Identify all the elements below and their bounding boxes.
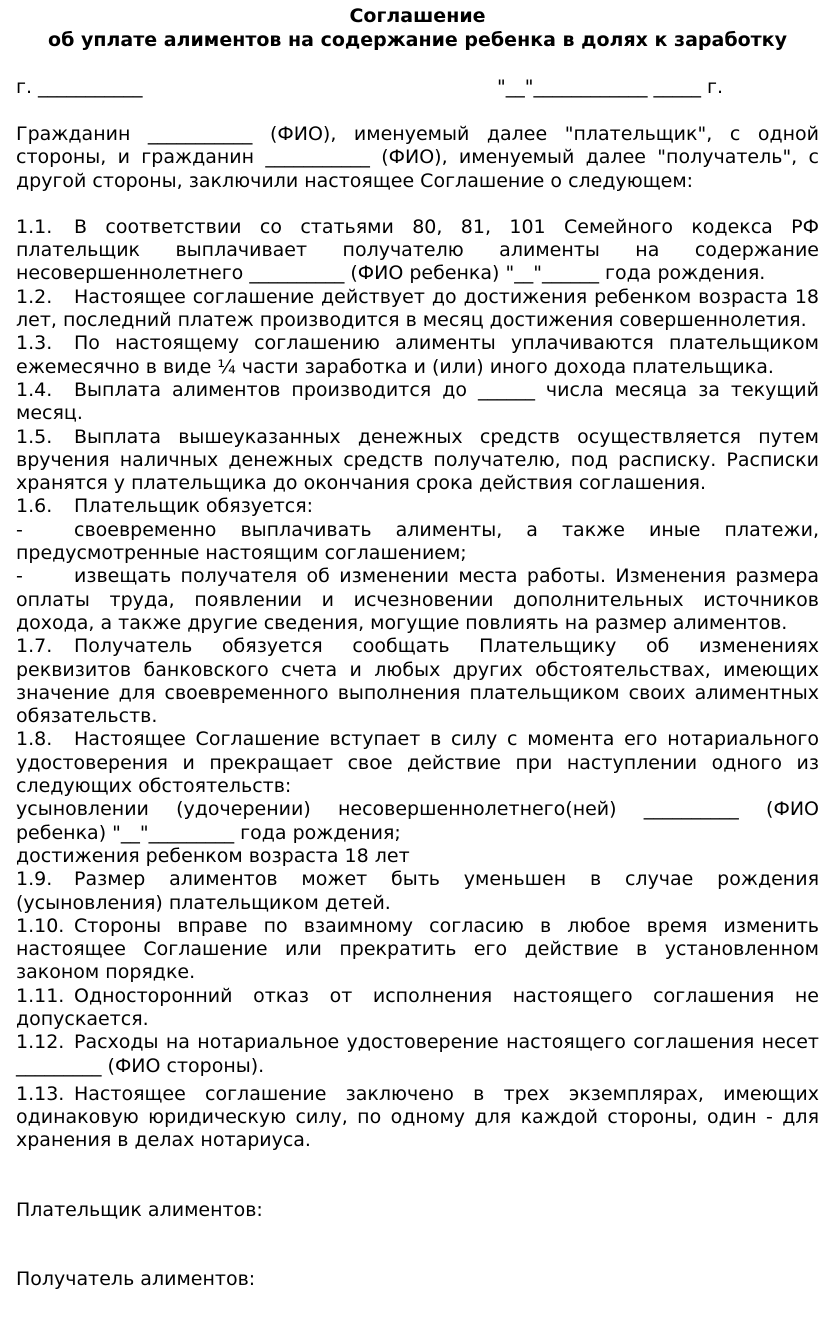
clause-number: 1.12. (16, 1031, 65, 1054)
payer-signature-label: Плательщик алиментов: (16, 1198, 263, 1221)
intro-paragraph: Гражданин ___________ (ФИО), именуемый далее "плательщик", с одной стороны, и гражданин ___________ (ФИО), именуемый далее "получатель", с другой стороны, заключили настоящее Соглашение о следующем: (16, 123, 819, 192)
clause-1-13 (16, 1083, 819, 1153)
clause-1-4 (16, 379, 819, 426)
dash-marker: - (16, 518, 23, 541)
recipient-signature-label: Получатель алиментов: (16, 1268, 256, 1291)
title-line-2: об уплате алиментов на содержание ребенка в долях к заработку (48, 29, 787, 51)
clauses-section-3 (16, 868, 819, 1078)
clause-text: Размер алиментов может быть уменьшен в случае рождения (усыновления) плательщиком детей. (16, 868, 819, 914)
title-line-1: Соглашение (349, 5, 486, 27)
clauses-section-1 (16, 216, 819, 519)
circumstances-list (16, 798, 819, 868)
clause-number: 1.3. (16, 332, 53, 355)
clause-text: Стороны вправе по взаимному согласию в любое время изменить настоящее Соглашение или прекратить его действие в установленном законом порядке. (16, 914, 819, 984)
clause-text: Расходы на нотариальное удостоверение настоящего соглашения несет _________ (ФИО стороны). (16, 1031, 819, 1077)
obligation-item (16, 565, 819, 635)
dash-marker: - (16, 565, 23, 588)
obligations-list (16, 519, 819, 635)
clause-number: 1.4. (16, 378, 53, 401)
clause-text: Настоящее соглашение заключено в трех экземплярах, имеющих одинаковую юридическую силу, по одному для каждой стороны, один - для хранения в делах нотариуса. (16, 1082, 819, 1152)
clause-number: 1.1. (16, 215, 53, 238)
clause-1-7 (16, 635, 819, 728)
clause-text: Настоящее Соглашение вступает в силу с момента его нотариального удостоверения и прекращает свое действие при наступлении одного из следующих обстоятельств: (16, 728, 819, 798)
circumstance-item: усыновлении (удочерении) несовершеннолетнего(ней) __________ (ФИО ребенка) "__"_________ года рождения; (16, 798, 819, 844)
clause-number: 1.7. (16, 635, 53, 658)
city-field: г. ___________ (16, 76, 143, 98)
clause-number: 1.10. (16, 914, 65, 937)
clause-text: Выплата алиментов производится до ______ числа месяца за текущий месяц. (16, 378, 819, 425)
clauses-section-2 (16, 635, 819, 798)
clause-number: 1.9. (16, 868, 53, 891)
clause-number: 1.2. (16, 285, 53, 308)
clause-1-11 (16, 985, 819, 1032)
document-title (16, 4, 819, 52)
obligation-item (16, 519, 819, 566)
clause-text: Настоящее соглашение действует до достижения ребенком возраста 18 лет, последний платеж производится в месяц достижения совершеннолетия. (16, 285, 819, 332)
circumstance-item: достижения ребенком возраста 18 лет (16, 844, 410, 867)
clause-text: Выплата вышеуказанных денежных средств осуществляется путем вручения наличных денежных средств получателю, под расписку. Расписки хранятся у плательщика до окончания срока действия соглашения. (16, 425, 819, 495)
clause-1-2 (16, 286, 819, 333)
obligation-text: извещать получателя об изменении места работы. Изменения размера оплаты труда, появлении и исчезновении дополнительных источников дохода, а также другие сведения, могущие повлиять на размер алиментов. (16, 565, 819, 634)
document (16, 4, 819, 1291)
clause-number: 1.5. (16, 425, 53, 448)
clause-number: 1.8. (16, 728, 53, 751)
clause-1-5 (16, 426, 819, 496)
clause-text: По настоящему соглашению алименты уплачиваются плательщиком ежемесячно в виде ¼ части заработка и (или) иного дохода плательщика. (16, 332, 819, 378)
clause-number: 1.6. (16, 495, 53, 518)
clause-number: 1.11. (16, 984, 65, 1007)
date-field: "__"____________ _____ г. (497, 76, 724, 98)
clause-1-3 (16, 332, 819, 379)
clause-1-6 (16, 495, 819, 518)
clause-1-12 (16, 1031, 819, 1078)
clause-1-9 (16, 868, 819, 915)
clause-text: В соответствии со статьями 80, 81, 101 Семейного кодекса РФ плательщик выплачивает получателю алименты на содержание несовершеннолетнего __________ (ФИО ребенка) "__"______ года рождения. (16, 215, 819, 285)
place-date-line (16, 76, 819, 100)
clause-1-1 (16, 216, 819, 286)
clause-text: Получатель обязуется сообщать Плательщику об изменениях реквизитов банковского счета и любых других обстоятельствах, имеющих значение для своевременного выполнения плательщиком своих алиментных обязательств. (16, 635, 819, 728)
clause-text: Односторонний отказ от исполнения настоящего соглашения не допускается. (16, 984, 819, 1030)
clause-number: 1.13. (16, 1082, 65, 1105)
clause-text: Плательщик обязуется: (74, 495, 314, 518)
clause-1-10 (16, 915, 819, 985)
clause-1-8 (16, 728, 819, 798)
obligation-text: своевременно выплачивать алименты, а также иные платежи, предусмотренные настоящим соглашением; (16, 518, 819, 565)
